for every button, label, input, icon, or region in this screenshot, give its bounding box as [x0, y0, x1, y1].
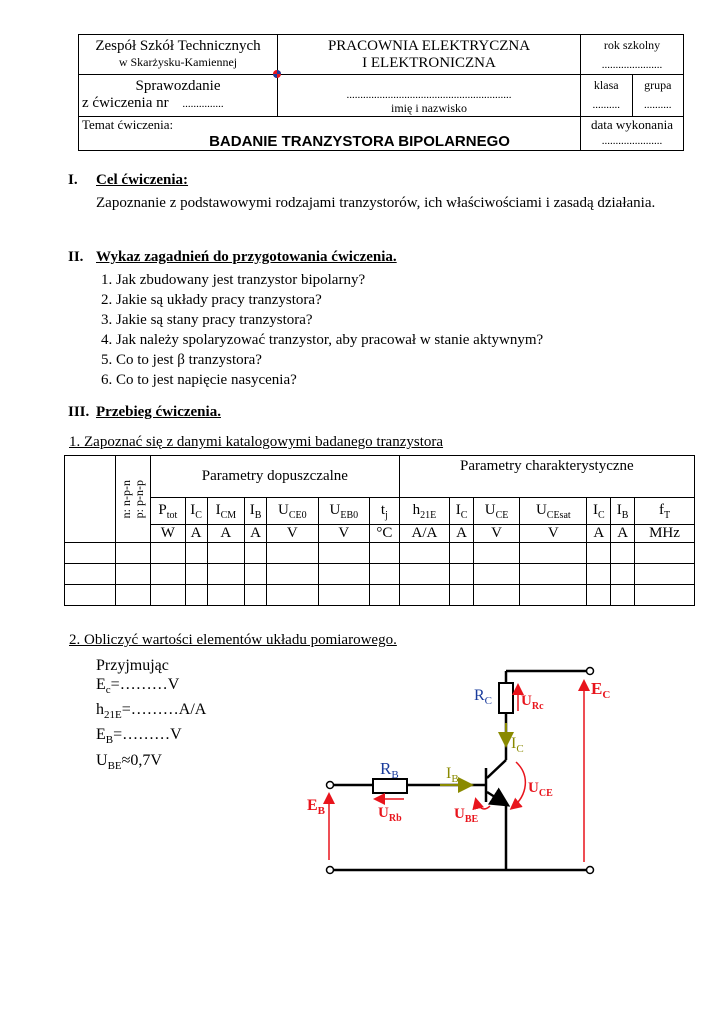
step1-label: 1. Zapoznać się z danymi katalogowymi badanego tranzystora: [69, 434, 444, 450]
param-header: $P_{tot}$: [151, 498, 186, 525]
param-unit: A: [185, 525, 207, 543]
section2-number: II.: [68, 249, 84, 265]
label-urb: $U_{Rb}$: [378, 805, 402, 824]
class-field[interactable]: ..........: [592, 99, 620, 111]
param-header: $I_B$: [245, 498, 267, 525]
question-item: 4. Jak należy spolaryzować tranzystor, aby pracował w stanie aktywnym?: [101, 332, 544, 348]
label-eb: $E_B$: [307, 797, 326, 817]
label-ec: $E_C$: [591, 679, 611, 701]
param-unit: A: [450, 525, 474, 543]
param-unit: V: [318, 525, 369, 543]
resistor-rc: [499, 683, 513, 713]
label-rb: $R_B$: [380, 759, 399, 781]
class-label: klasa: [593, 78, 619, 92]
group-charakterystyczne: Parametry charakterystyczne: [399, 456, 694, 498]
name-field[interactable]: ............................................................: [346, 89, 512, 101]
question-item: 5. Co to jest β tranzystora?: [101, 352, 262, 368]
param-header: $f_T$: [635, 498, 695, 525]
section3-number: III.: [68, 404, 90, 420]
year-label: rok szkolny: [603, 38, 661, 52]
param-header: $U_{EB0}$: [318, 498, 369, 525]
assumption-ube: $U_{BE}\approx 0,7V$: [96, 751, 162, 772]
param-unit: V: [267, 525, 318, 543]
param-unit: A/A: [399, 525, 449, 543]
exercise-label: z ćwiczenia nr: [82, 95, 169, 111]
param-header: $I_C$: [185, 498, 207, 525]
question-item: 3. Jakie są stany pracy tranzystora?: [101, 312, 313, 328]
section2-title: Wykaz zagadnień do przygotowania ćwiczenia.: [96, 249, 397, 265]
resistor-rb: [373, 779, 407, 793]
label-ib: $I_B$: [446, 765, 459, 785]
assumptions-intro: Przyjmując: [96, 657, 169, 674]
date-field[interactable]: ......................: [601, 135, 663, 147]
param-header: $I_C$: [450, 498, 474, 525]
type-pnp: p: p-n-p: [132, 479, 146, 519]
lab-line2: I ELEKTRONICZNA: [362, 55, 496, 71]
lab-line1: PRACOWNIA ELEKTRYCZNA: [327, 38, 531, 54]
wires: [330, 671, 590, 870]
param-unit: V: [473, 525, 519, 543]
school-city: w Skarżysku-Kamiennej: [118, 55, 238, 69]
topic-title: BADANIE TRANZYSTORA BIPOLARNEGO: [209, 133, 510, 150]
section1-text: Zapoznanie z podstawowymi rodzajami tranzystorów, ich właściwościami i zasadą działania.: [96, 195, 656, 211]
year-field[interactable]: ......................: [601, 59, 663, 71]
param-header: $I_C$: [587, 498, 611, 525]
param-unit: W: [151, 525, 186, 543]
section1-number: I.: [68, 172, 78, 188]
section1-title: Cel ćwiczenia:: [96, 172, 189, 188]
param-header: $t_j$: [370, 498, 400, 525]
assumption-eb: $E_B=\dots\dots\dots V$: [96, 726, 182, 747]
param-header: $U_{CEsat}$: [520, 498, 587, 525]
assumption-ec: $E_c=\dots\dots\dots V$: [96, 676, 180, 697]
label-uce: $U_{CE}$: [528, 780, 553, 799]
group-dopuszczalne: Parametry dopuszczalne: [151, 456, 400, 498]
name-label: imię i nazwisko: [391, 101, 467, 115]
date-label: data wykonania: [591, 117, 673, 132]
question-item: 1. Jak zbudowany jest tranzystor bipolarny?: [101, 272, 366, 288]
terminals: [327, 668, 594, 874]
question-item: 2. Jakie są układy pracy tranzystora?: [101, 292, 322, 308]
section3-title: Przebieg ćwiczenia.: [96, 404, 221, 420]
assumption-h21e: $h_{21E}=\dots\dots\dots A/A$: [96, 701, 207, 722]
param-header: $h_{21E}$: [399, 498, 449, 525]
param-header: $I_{CM}$: [207, 498, 244, 525]
circuit-labels: [307, 679, 610, 825]
question-item: 6. Co to jest napięcie nasycenia?: [101, 372, 297, 388]
param-unit: A: [245, 525, 267, 543]
type-npn: n: n-p-n: [119, 479, 133, 519]
label-rc: $R_C$: [474, 687, 493, 707]
label-urc: $U_{Rc}$: [521, 693, 544, 712]
param-unit: V: [520, 525, 587, 543]
topic-label: Temat ćwiczenia:: [82, 117, 174, 132]
group-label: grupa: [644, 78, 672, 92]
param-header: $U_{CE}$: [473, 498, 519, 525]
school-name: Zespół Szkół Technicznych: [95, 38, 261, 54]
voltage-arrows: [329, 682, 584, 862]
param-header: $I_B$: [611, 498, 635, 525]
param-unit: MHz: [635, 525, 695, 543]
param-unit: A: [611, 525, 635, 543]
step2-label: 2. Obliczyć wartości elementów układu pomiarowego.: [69, 632, 397, 648]
report-label: Sprawozdanie: [135, 78, 221, 94]
param-header: $U_{CE0}$: [267, 498, 318, 525]
group-field[interactable]: ..........: [644, 99, 672, 111]
transistor-symbol: [486, 760, 506, 804]
exercise-number-field[interactable]: ...............: [182, 98, 224, 110]
label-ube: $U_{BE}$: [454, 806, 479, 825]
param-unit: A: [587, 525, 611, 543]
param-unit: A: [207, 525, 244, 543]
param-unit: °C: [370, 525, 400, 543]
label-ic: $I_C$: [511, 735, 524, 755]
